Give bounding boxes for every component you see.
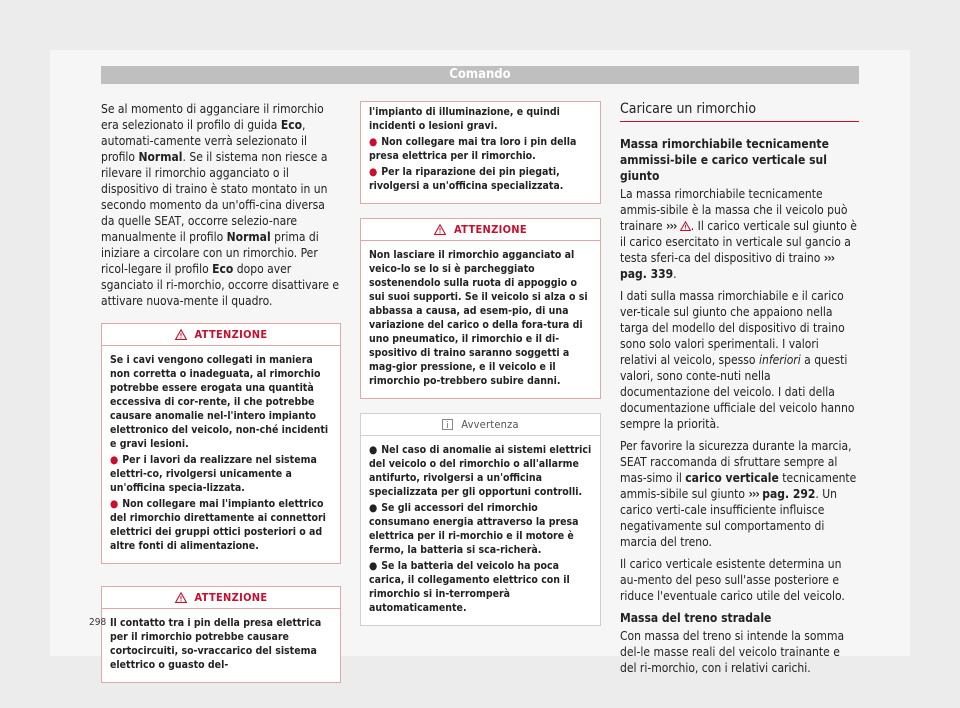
- page-number: 298: [89, 617, 107, 628]
- warning-triangle-icon: [175, 592, 187, 603]
- subheading-towable-mass: Massa rimorchiabile tecnicamente ammissi-bile e carico verticale sul giunto: [620, 137, 829, 183]
- warning-triangle-icon: [434, 224, 446, 235]
- bullet-icon: ●: [369, 136, 378, 148]
- warning-title: ATTENZIONE: [194, 590, 268, 604]
- warning-body: [361, 241, 600, 398]
- page-header: Comando: [101, 66, 859, 84]
- warning-item: ● Non collegare mai tra loro i pin della presa elettrica per il rimorchio.: [369, 136, 577, 162]
- warning-item: ● Per la riparazione dei pin piegati, rivolgersi a un'officina specializzata.: [369, 166, 564, 192]
- warning-triangle-icon: [680, 221, 691, 231]
- bullet-icon: ●: [369, 502, 378, 514]
- section-title: Caricare un rimorchio: [620, 101, 859, 122]
- bullet-icon: ●: [110, 498, 119, 510]
- bullet-icon: ●: [369, 560, 378, 572]
- page-reference-link[interactable]: pag. 339: [620, 267, 674, 281]
- warning-lead: Se i cavi vengono collegati in maniera non corretta o inadeguata, al rimorchio potrebbe essere erogata una quantità eccessiva di cor-rente, il che potrebbe causare anomalie nel-l'intero impianto elettronico del veicolo, non-ché incidenti e gravi lesioni.: [110, 354, 329, 450]
- paragraph-vertical-load: Per favorire la sicurezza durante la marcia, SEAT raccomanda di sfruttare sempre al mas-simo il carico verticale tecnicamente ammis-sibile sul giunto ››› pag. 292. Un carico verti-cale insufficiente influisce negativamente sul comportamento di marcia del treno.: [620, 439, 857, 549]
- warning-body: [102, 346, 340, 563]
- warning-box-continued: [360, 101, 601, 204]
- paragraph-rear-axle: Il carico verticale esistente determina un au-mento del peso sull'asse posteriore e riduce l'eventuale carico utile del veicolo.: [620, 557, 845, 603]
- warning-triangle-icon: [175, 329, 187, 340]
- warning-item: ● Per i lavori da realizzare nel sistema elettri-co, rivolgersi unicamente a un'officina specia-lizzata.: [110, 454, 317, 494]
- warning-box-cables: [101, 323, 341, 564]
- warning-lead: l'impianto di illuminazione, e quindi incidenti o lesioni gravi.: [369, 106, 560, 132]
- paragraph-data-values: I dati sulla massa rimorchiabile e il carico ver-ticale sul giunto che appaiono nella targa del modello del dispositivo di traino sono solo valori sperimentali. I valori relativi al veicolo, spesso inferiori a questi valori, sono conte-nuti nella documentazione del veicolo. I dati della documentazione ufficiale del veicolo hanno sempre la priorità.: [620, 289, 855, 431]
- warning-header: [361, 219, 600, 241]
- warning-lead: Non lasciare il rimorchio agganciato al veico-lo se lo si è parcheggiato sostenendolo sulla ruota di appoggio o sui suoi supporti. Se il veicolo si alza o si abbassa a causa, ad esem-pio, di una variazione del carico o della fora-tura di uno pneumatico, il rimorchio e il di-spositivo di traino saranno soggetti a mag-gior pressione, e il veicolo e il rimorchio po-trebbero subire danni.: [369, 249, 588, 387]
- warning-lead: Il contatto tra i pin della presa elettrica per il rimorchio potrebbe causare cortocircuiti, so-vraccarico del sistema elettrico o guasto del-: [110, 617, 322, 671]
- note-body: [361, 436, 600, 625]
- note-box: [360, 413, 601, 626]
- warning-header: [102, 587, 340, 609]
- paragraph-train-mass: Con massa del treno si intende la somma del-le masse reali del veicolo trainante e del ri-morchio, con i relativi carichi.: [620, 629, 845, 675]
- note-item: ● Nel caso di anomalie ai sistemi elettrici del veicolo o del rimorchio o all'allarme antifurto, rivolgersi a un'officina specializzata per gli opportuni controlli.: [369, 444, 592, 498]
- page-reference-link[interactable]: pag. 292: [762, 487, 816, 501]
- warning-box-parking: [360, 218, 601, 399]
- bullet-icon: ●: [369, 166, 378, 178]
- reference-arrows: ›››: [823, 251, 835, 265]
- subheading-train-mass: Massa del treno stradale: [620, 611, 772, 625]
- reference-arrows: ›››: [748, 487, 759, 501]
- column-left: [101, 101, 341, 683]
- paragraph-towable-mass: La massa rimorchiabile tecnicamente ammis-sibile è la massa che il veicolo può trainare ››› . Il carico verticale sul giunto è il carico esercitato in verticale sul gancio a testa sferi-ca del dispositivo di traino ››› pag. 339.: [620, 187, 857, 281]
- reference-arrows: ›››: [666, 219, 677, 233]
- note-title: Avvertenza: [461, 417, 519, 431]
- warning-body: [102, 609, 340, 683]
- warning-title: ATTENZIONE: [194, 327, 268, 341]
- warning-item: ● Non collegare mai l'impianto elettrico del rimorchio direttamente ai connettori elettrici dei gruppi ottici posteriori o ad altre fonti di alimentazione.: [110, 498, 326, 552]
- bullet-icon: ●: [369, 444, 378, 456]
- intro-paragraph: Se al momento di agganciare il rimorchio era selezionato il profilo di guida Eco, automati-camente verrà selezionato il profilo Normal. Se il sistema non riesce a rilevare il rimorchio agganciato o il dispositivo di traino è stato montato in un secondo momento da un'offi-cina diversa da quelle SEAT, occorre selezio-nare manualmente il profilo Normal prima di iniziare a circolare con un rimorchio. Per ricol-legare il profilo Eco dopo aver sganciato il ri-morchio, occorre disattivare e attivare nuova-mente il quadro.: [101, 102, 340, 308]
- warning-box-pins: [101, 586, 341, 683]
- note-item: ● Se gli accessori del rimorchio consumano energia attraverso la presa elettrica per il ri-morchio e il motore è fermo, la batteria si sca-richerà.: [369, 502, 579, 556]
- info-icon: [442, 419, 453, 430]
- note-header: [361, 414, 600, 436]
- warning-title: ATTENZIONE: [454, 222, 527, 236]
- column-right: [620, 101, 859, 682]
- column-middle: [360, 101, 601, 626]
- warning-header: [102, 324, 340, 346]
- note-item: ● Se la batteria del veicolo ha poca carica, il collegamento elettrico con il rimorchio si in-terromperà automaticamente.: [369, 560, 570, 614]
- bullet-icon: ●: [110, 454, 119, 466]
